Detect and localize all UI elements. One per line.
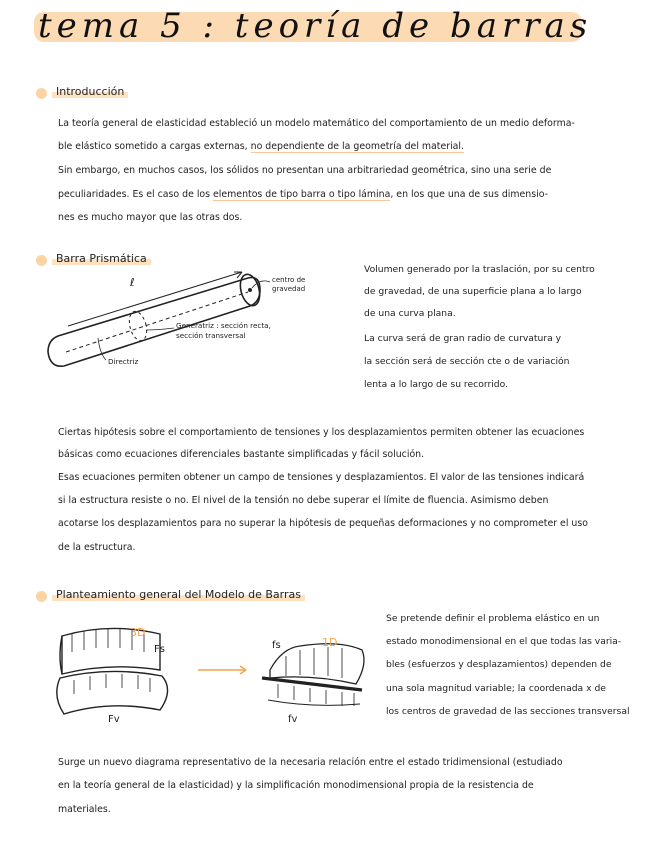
- model-heading: Planteamiento general del Modelo de Barras: [52, 588, 305, 601]
- hypothesis-line: de la estructura.: [58, 542, 136, 553]
- closing-line: en la teoría general de la elasticidad) y la simplificación monodimensional propia de la resistencia de: [58, 780, 534, 791]
- centroid-dot: [248, 288, 252, 292]
- model-desc-line: estado monodimensional en el que todas las varia-: [386, 636, 622, 647]
- prismatic-heading: Barra Prismática: [52, 252, 151, 265]
- hypothesis-line: si la estructura resiste o no. El nivel de la tensión no debe superar el límite de fluencia. Asimismo deben: [58, 495, 549, 506]
- intro-line-4: [58, 189, 548, 201]
- bar-1d-load: [270, 644, 364, 684]
- hypothesis-line: acotarse los desplazamientos para no superar la hipótesis de pequeñas deformaciones y no comprometer el uso: [58, 518, 588, 529]
- section-bullet: [36, 255, 47, 266]
- prismatic-desc-line: lenta a lo largo de su recorrido.: [364, 379, 508, 390]
- centroid-label: centro de gravedad: [272, 276, 306, 293]
- prismatic-desc-line: de gravedad, de una superficie plana a lo largo: [364, 286, 582, 297]
- hypothesis-line: Ciertas hipótesis sobre el comportamiento de tensiones y los desplazamientos permiten obtener las ecuaciones: [58, 427, 585, 438]
- page-title: tema 5 : teoría de barras: [38, 6, 593, 46]
- directrix-label: Directriz: [108, 357, 139, 366]
- intro-line-5: [58, 212, 242, 224]
- intro-heading: Introducción: [52, 85, 128, 98]
- intro-text: Sin embargo, en muchos casos, los sólidos no presentan una arbitrariedad geométrica, sino una serie de: [58, 165, 552, 176]
- section-bullet: [36, 591, 47, 602]
- intro-line-2: [58, 141, 464, 153]
- intro-line-1: [58, 118, 575, 130]
- hypothesis-line: Esas ecuaciones permiten obtener un campo de tensiones y desplazamientos. El valor de las tensiones indicará: [58, 472, 585, 483]
- intro-text: nes es mucho mayor que las otras dos.: [58, 212, 243, 223]
- generatrix-label: Generatriz : sección recta, sección transversal: [176, 321, 271, 340]
- length-label: ℓ: [130, 276, 135, 289]
- prismatic-desc-line: de una curva plana.: [364, 308, 456, 319]
- prismatic-desc-line: la sección será de sección cte o de variación: [364, 356, 570, 367]
- label-3d: 3D: [130, 626, 146, 639]
- block-3d-bottom: [57, 671, 168, 714]
- bar-1d-line: [262, 678, 362, 690]
- intro-text: La teoría general de elasticidad estableció un modelo matemático del comportamiento de un medio deforma-: [58, 118, 575, 129]
- closing-line: materiales.: [58, 804, 111, 815]
- prismatic-bar-figure: [38, 268, 328, 378]
- intro-line-3: [58, 165, 551, 177]
- fv-right-label: fv: [288, 714, 298, 725]
- intro-text: peculiaridades. Es el caso de los: [58, 189, 214, 200]
- model-desc-line: una sola magnitud variable; la coordenada x de: [386, 683, 606, 694]
- hypothesis-line: básicas como ecuaciones diferenciales bastante simplificadas y fácil solución.: [58, 449, 425, 460]
- label-1d: 1D: [322, 636, 338, 649]
- fs-left-label: Fs: [154, 644, 165, 655]
- intro-text: ble elástico sometido a cargas externas,: [58, 141, 251, 152]
- model-desc-line: bles (esfuerzos y desplazamientos) dependen de: [386, 659, 612, 670]
- prismatic-desc-line: Volumen generado por la traslación, por su centro: [364, 264, 595, 275]
- length-arrow: [68, 272, 242, 326]
- model-desc-line: los centros de gravedad de las secciones transversal: [386, 706, 630, 717]
- closing-line: Surge un nuevo diagrama representativo de la necesaria relación entre el estado tridimensional (estudiado: [58, 757, 563, 768]
- prismatic-desc-line: La curva será de gran radio de curvatura y: [364, 333, 562, 344]
- intro-underlined-text: elementos de tipo barra o tipo lámina: [213, 189, 391, 200]
- intro-underlined-text: no dependiente de la geometría del material.: [250, 141, 465, 152]
- section-bullet: [36, 88, 47, 99]
- fv-left-label: Fv: [108, 714, 120, 725]
- model-desc-line: Se pretende definir el problema elástico en un: [386, 613, 600, 624]
- fs-right-label: fs: [272, 640, 281, 651]
- model-figure: [50, 618, 370, 728]
- intro-text: , en los que una de sus dimensio-: [390, 189, 549, 200]
